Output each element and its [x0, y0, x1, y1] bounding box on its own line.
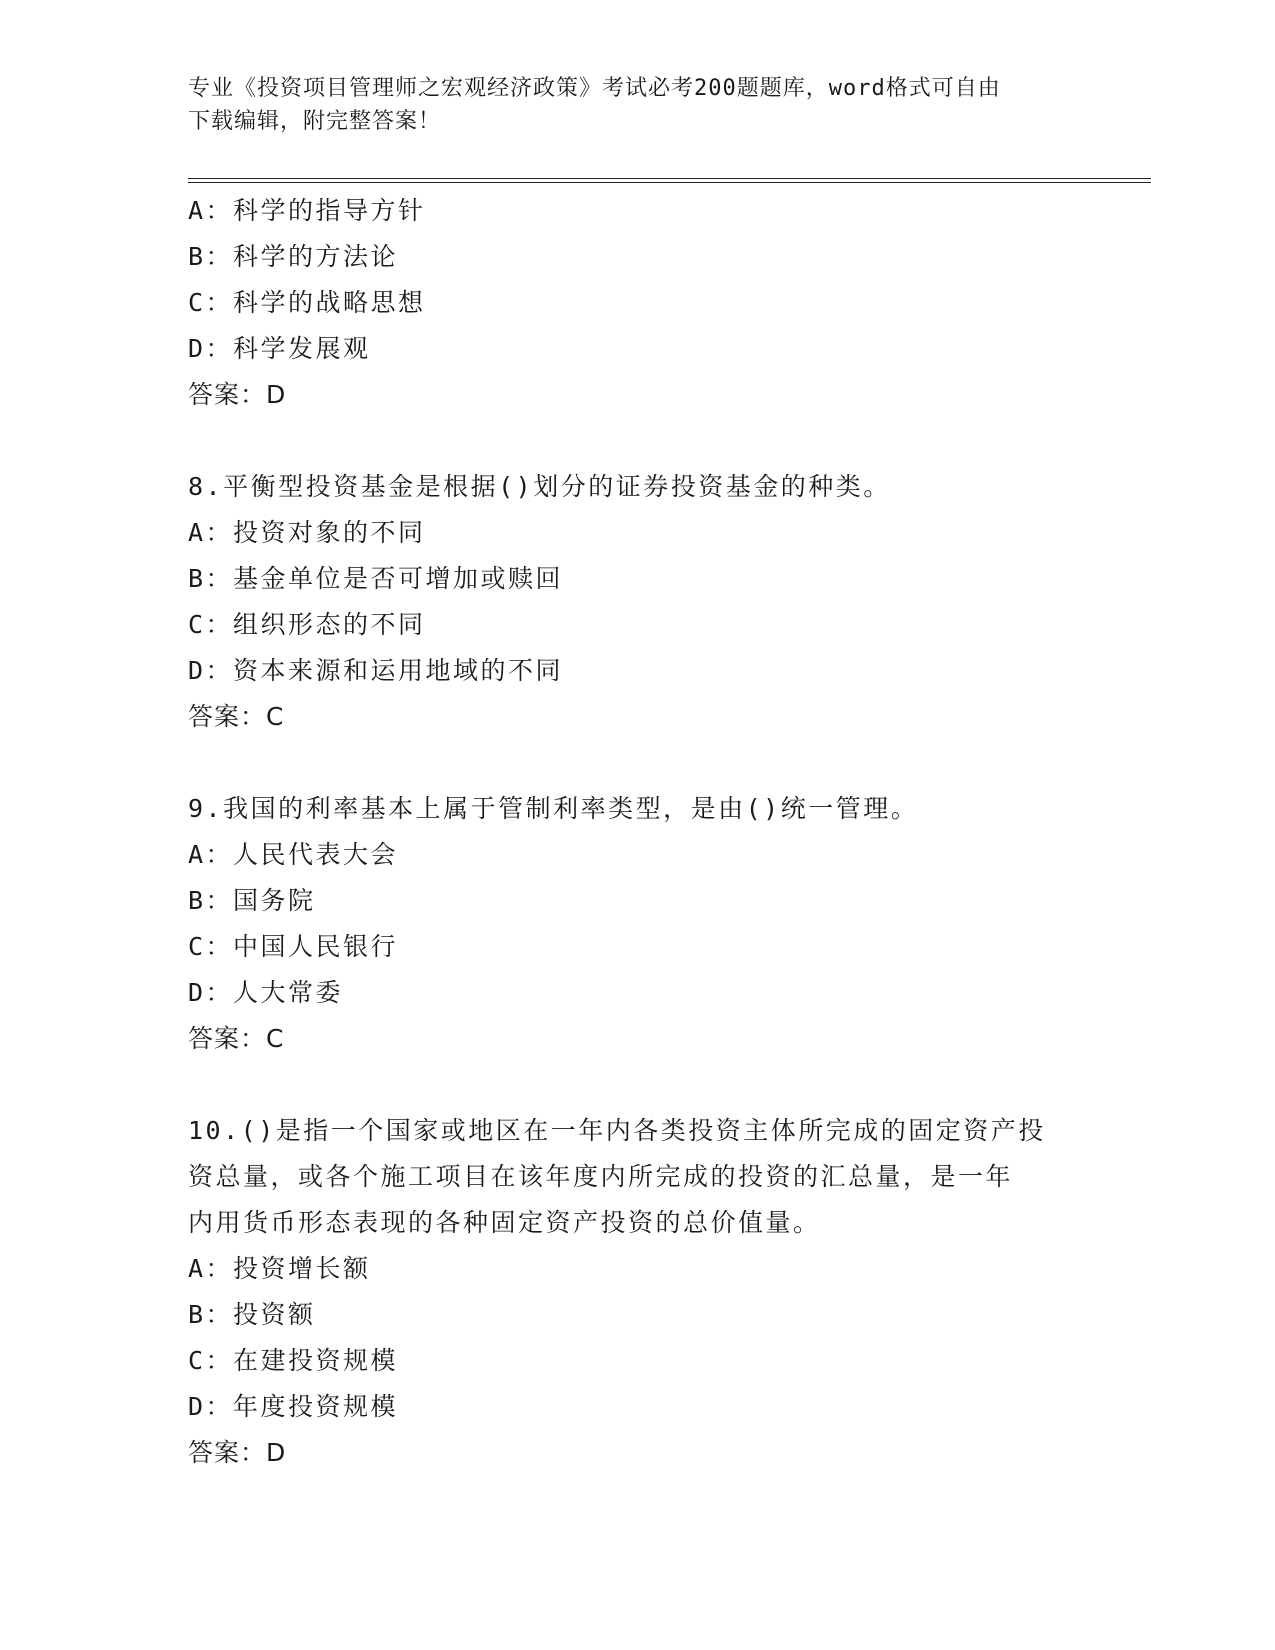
answer: 答案：D [188, 380, 287, 409]
option-c: C：在建投资规模 [188, 1346, 399, 1375]
document-header [188, 72, 1068, 138]
option-b: B：基金单位是否可增加或赎回 [188, 564, 564, 593]
option-d: D：年度投资规模 [188, 1392, 399, 1421]
option-a: A：投资增长额 [188, 1254, 371, 1283]
option-b: B：国务院 [188, 886, 316, 915]
answer: 答案：C [188, 702, 285, 731]
question-9 [188, 786, 1088, 1062]
header-line-1: 专业《投资项目管理师之宏观经济政策》考试必考200题题库，word格式可自由 [188, 76, 1001, 101]
spacer [188, 418, 1088, 464]
question-list [188, 188, 1088, 1476]
option-c: C：科学的战略思想 [188, 288, 426, 317]
question-stem-line-3: 内用货币形态表现的各种固定资产投资的总价值量。 [188, 1208, 821, 1237]
option-a: A：人民代表大会 [188, 840, 399, 869]
option-c: C：中国人民银行 [188, 932, 399, 961]
option-b: B：投资额 [188, 1300, 316, 1329]
question-8 [188, 464, 1088, 740]
option-d: D：科学发展观 [188, 334, 371, 363]
option-d: D：资本来源和运用地域的不同 [188, 656, 564, 685]
option-a: A：科学的指导方针 [188, 196, 426, 225]
header-line-2: 下载编辑，附完整答案！ [188, 109, 442, 134]
question-7 [188, 188, 1088, 418]
answer: 答案：D [188, 1438, 287, 1467]
question-stem-line-1: 10.()是指一个国家或地区在一年内各类投资主体所完成的固定资产投 [188, 1116, 1046, 1145]
spacer [188, 1062, 1088, 1108]
question-10 [188, 1108, 1088, 1476]
header-divider [188, 178, 1151, 183]
question-stem: 9.我国的利率基本上属于管制利率类型，是由()统一管理。 [188, 794, 919, 823]
question-stem: 8.平衡型投资基金是根据()划分的证券投资基金的种类。 [188, 472, 891, 501]
spacer [188, 740, 1088, 786]
option-c: C：组织形态的不同 [188, 610, 426, 639]
option-a: A：投资对象的不同 [188, 518, 426, 547]
option-d: D：人大常委 [188, 978, 344, 1007]
answer: 答案：C [188, 1024, 285, 1053]
option-b: B：科学的方法论 [188, 242, 399, 271]
question-stem-line-2: 资总量，或各个施工项目在该年度内所完成的投资的汇总量，是一年 [188, 1162, 1014, 1191]
